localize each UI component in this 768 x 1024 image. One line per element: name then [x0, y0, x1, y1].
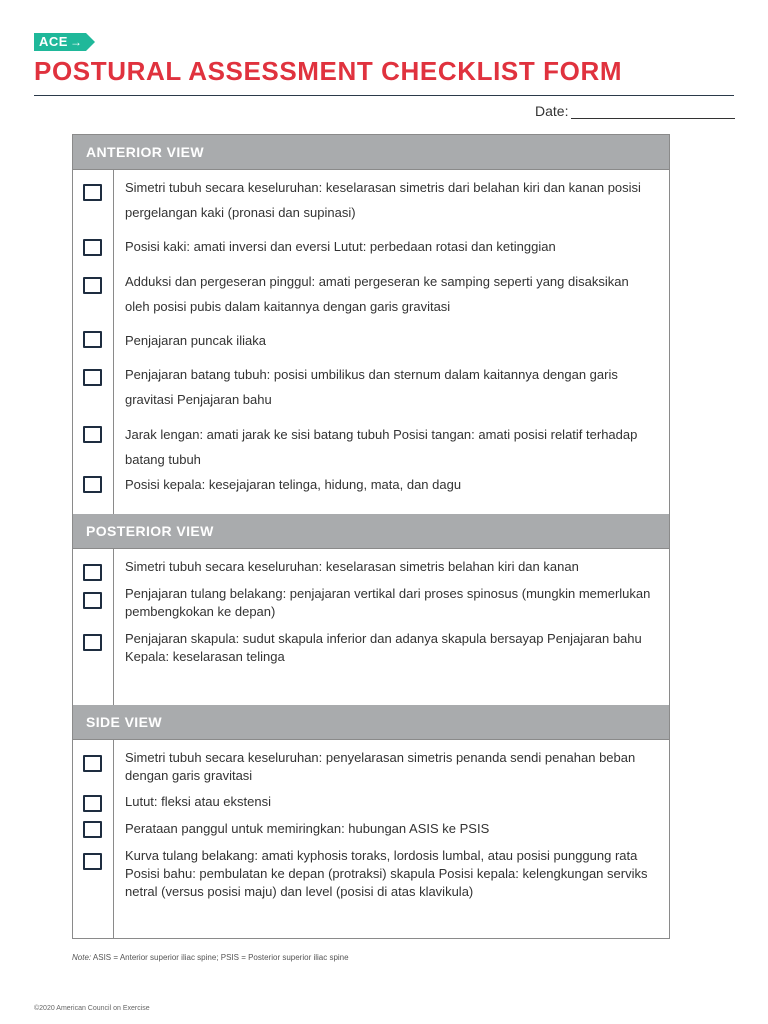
checklist-item: Posisi kepala: kesejajaran telinga, hidung, mata, dan dagu — [125, 477, 462, 492]
section-header-side: SIDE VIEW — [73, 705, 669, 740]
checkbox[interactable] — [83, 426, 102, 443]
checklist-item: Penjajaran skapula: sudut skapula inferior dan adanya skapula bersayap Penjajaran bahu Kepala: keselarasan telinga — [125, 631, 642, 664]
date-input-line[interactable] — [571, 104, 735, 119]
checklist-item: Penjajaran tulang belakang: penjajaran vertikal dari proses spinosus (mungkin memerlukan pembengkokan ke depan) — [125, 586, 651, 619]
checkbox[interactable] — [83, 821, 102, 838]
column-divider — [113, 170, 114, 514]
checklist-item: Posisi kaki: amati inversi dan eversi Lutut: perbedaan rotasi dan ketinggian — [125, 239, 556, 254]
column-divider — [113, 740, 114, 938]
footnote — [72, 953, 349, 962]
checkbox[interactable] — [83, 755, 102, 772]
section-header-anterior: ANTERIOR VIEW — [73, 135, 669, 170]
checklist-item: Simetri tubuh secara keseluruhan: penyelarasan simetris penanda sendi penahan beban dengan garis gravitasi — [125, 750, 636, 783]
ace-logo — [34, 33, 95, 51]
logo-arrow-tip — [86, 33, 95, 51]
checkbox[interactable] — [83, 564, 102, 581]
checkbox[interactable] — [83, 592, 102, 609]
checkbox[interactable] — [83, 331, 102, 348]
page-title: POSTURAL ASSESSMENT CHECKLIST FORM — [34, 56, 623, 86]
date-field[interactable] — [535, 103, 735, 119]
title-divider — [34, 95, 734, 96]
arrow-right-icon: → — [69, 35, 83, 49]
checklist-item: Penjajaran puncak iliaka — [125, 333, 266, 348]
footnote-text: ASIS = Anterior superior iliac spine; PSIS = Posterior superior iliac spine — [92, 953, 349, 962]
checkbox[interactable] — [83, 184, 102, 201]
checkbox[interactable] — [83, 853, 102, 870]
checkbox[interactable] — [83, 795, 102, 812]
checklist-item: Penjajaran batang tubuh: posisi umbilikus dan sternum dalam kaitannya dengan garis gravitasi Penjajaran bahu — [125, 367, 618, 407]
checklist-item: Simetri tubuh secara keseluruhan: keselarasan simetris belahan kiri dan kanan — [125, 559, 579, 574]
checklist-item: Jarak lengan: amati jarak ke sisi batang tubuh Posisi tangan: amati posisi relatif terhadap batang tubuh — [125, 427, 638, 467]
checkbox[interactable] — [83, 277, 102, 294]
checkbox[interactable] — [83, 239, 102, 256]
checklist-item: Perataan panggul untuk memiringkan: hubungan ASIS ke PSIS — [125, 821, 490, 836]
ace-logo-text: ACE — [39, 34, 68, 49]
checklist-table — [72, 134, 670, 939]
checklist-item: Kurva tulang belakang: amati kyphosis toraks, lordosis lumbal, atau posisi punggung rata Posisi bahu: pembulatan ke depan (protraksi) skapula Posisi kepala: kelengkungan serviks netral (versus posisi maju) dan level (posisi di atas klavikula) — [125, 848, 648, 899]
checkbox[interactable] — [83, 634, 102, 651]
checklist-item: Simetri tubuh secara keseluruhan: keselarasan simetris dari belahan kiri dan kanan posisi pergelangan kaki (pronasi dan supinasi) — [125, 180, 641, 220]
checklist-item: Adduksi dan pergeseran pinggul: amati pergeseran ke samping seperti yang disaksikan oleh posisi pubis dalam kaitannya dengan garis gravitasi — [125, 274, 629, 314]
column-divider — [113, 549, 114, 705]
copyright: ©2020 American Council on Exercise — [34, 1005, 150, 1012]
section-header-posterior: POSTERIOR VIEW — [73, 514, 669, 549]
checkbox[interactable] — [83, 476, 102, 493]
footnote-prefix: Note: — [72, 953, 92, 962]
checkbox[interactable] — [83, 369, 102, 386]
date-label: Date: — [535, 103, 569, 119]
checklist-item: Lutut: fleksi atau ekstensi — [125, 794, 271, 809]
ace-logo-box — [34, 33, 86, 51]
